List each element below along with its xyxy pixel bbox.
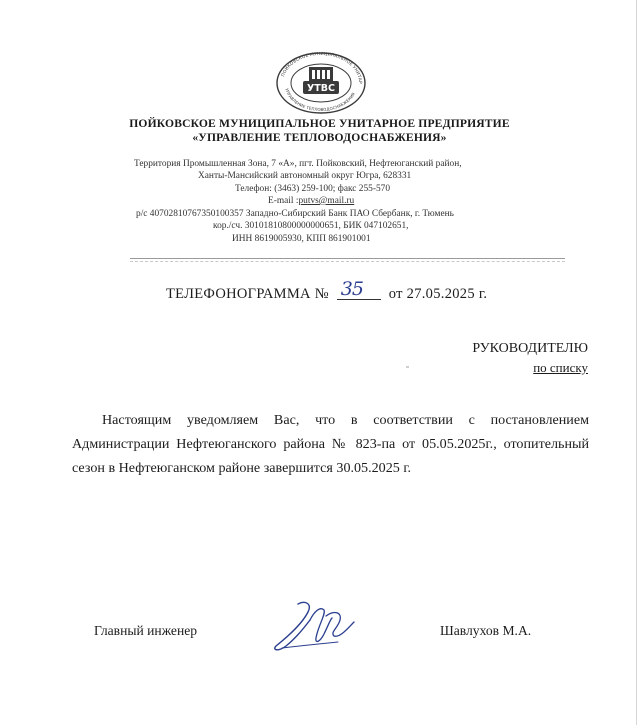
telephonogram-date: от 27.05.2025 г. — [388, 286, 488, 302]
bank-line3: ИНН 8619005930, КПП 861901001 — [232, 234, 371, 244]
page-edge — [636, 0, 637, 725]
telephonogram-number: 35 — [340, 278, 363, 300]
address-line1: Территория Промышленная Зона, 7 «А», пгт. Пойковский, Нефтеюганский район, — [134, 159, 462, 169]
org-name-line1: ПОЙКОВСКОЕ МУНИЦИПАЛЬНОЕ УНИТАРНОЕ ПРЕДПРИЯТИЕ — [129, 117, 510, 130]
scan-speck — [406, 366, 409, 368]
handwritten-signature — [268, 598, 360, 656]
header-divider-secondary — [130, 261, 565, 262]
utvs-logo — [273, 45, 369, 115]
phone-line: Телефон: (3463) 259-100; факс 255-570 — [235, 184, 391, 194]
telephonogram-heading — [166, 278, 488, 303]
svg-text:УПРАВЛЕНИЕ ТЕПЛОВОДОСНАБЖЕНИЯ: УПРАВЛЕНИЕ ТЕПЛОВОДОСНАБЖЕНИЯ — [284, 87, 356, 113]
address-line2: Ханты-Мансийский автономный округ Югра, 628331 — [198, 171, 412, 181]
header-divider — [130, 258, 565, 259]
recipient-subtitle: по списку — [533, 360, 588, 375]
telephonogram-title: ТЕЛЕФОНОГРАММА № — [166, 286, 329, 302]
bank-line2: кор./сч. 30101810800000000651, БИК 047102651, — [213, 221, 409, 231]
logo-emblem-text: УТВС — [306, 83, 336, 94]
email-label: E-mail : — [268, 196, 299, 206]
recipient-title: РУКОВОДИТЕЛЮ — [472, 341, 588, 356]
svg-text:ПОЙКОВСКОЕ МУНИЦИПАЛЬНОЕ УНИТА: ПОЙКОВСКОЕ МУНИЦИПАЛЬНОЕ УНИТАР — [281, 51, 363, 84]
telephonogram-number-field — [337, 278, 381, 300]
org-name-line2: «УПРАВЛЕНИЕ ТЕПЛОВОДОСНАБЖЕНИЯ» — [192, 131, 447, 144]
bank-line1: р/с 40702810767350100357 Западно-Сибирский Банк ПАО Сбербанк, г. Тюмень — [136, 209, 454, 219]
signer-name: Шавлухов М.А. — [440, 623, 532, 638]
notice-body — [72, 408, 589, 480]
email-link[interactable]: putvs@mail.ru — [298, 196, 355, 206]
email-line — [268, 196, 354, 207]
signer-position: Главный инженер — [94, 623, 198, 638]
notice-paragraph: Настоящим уведомляем Вас, что в соответствии с постановлением Администрации Нефтеюганского района № 823-па от 05.05.2025г., отопительный сезон в Нефтеюганском районе завершится 30.05.2025 г. — [72, 412, 589, 476]
